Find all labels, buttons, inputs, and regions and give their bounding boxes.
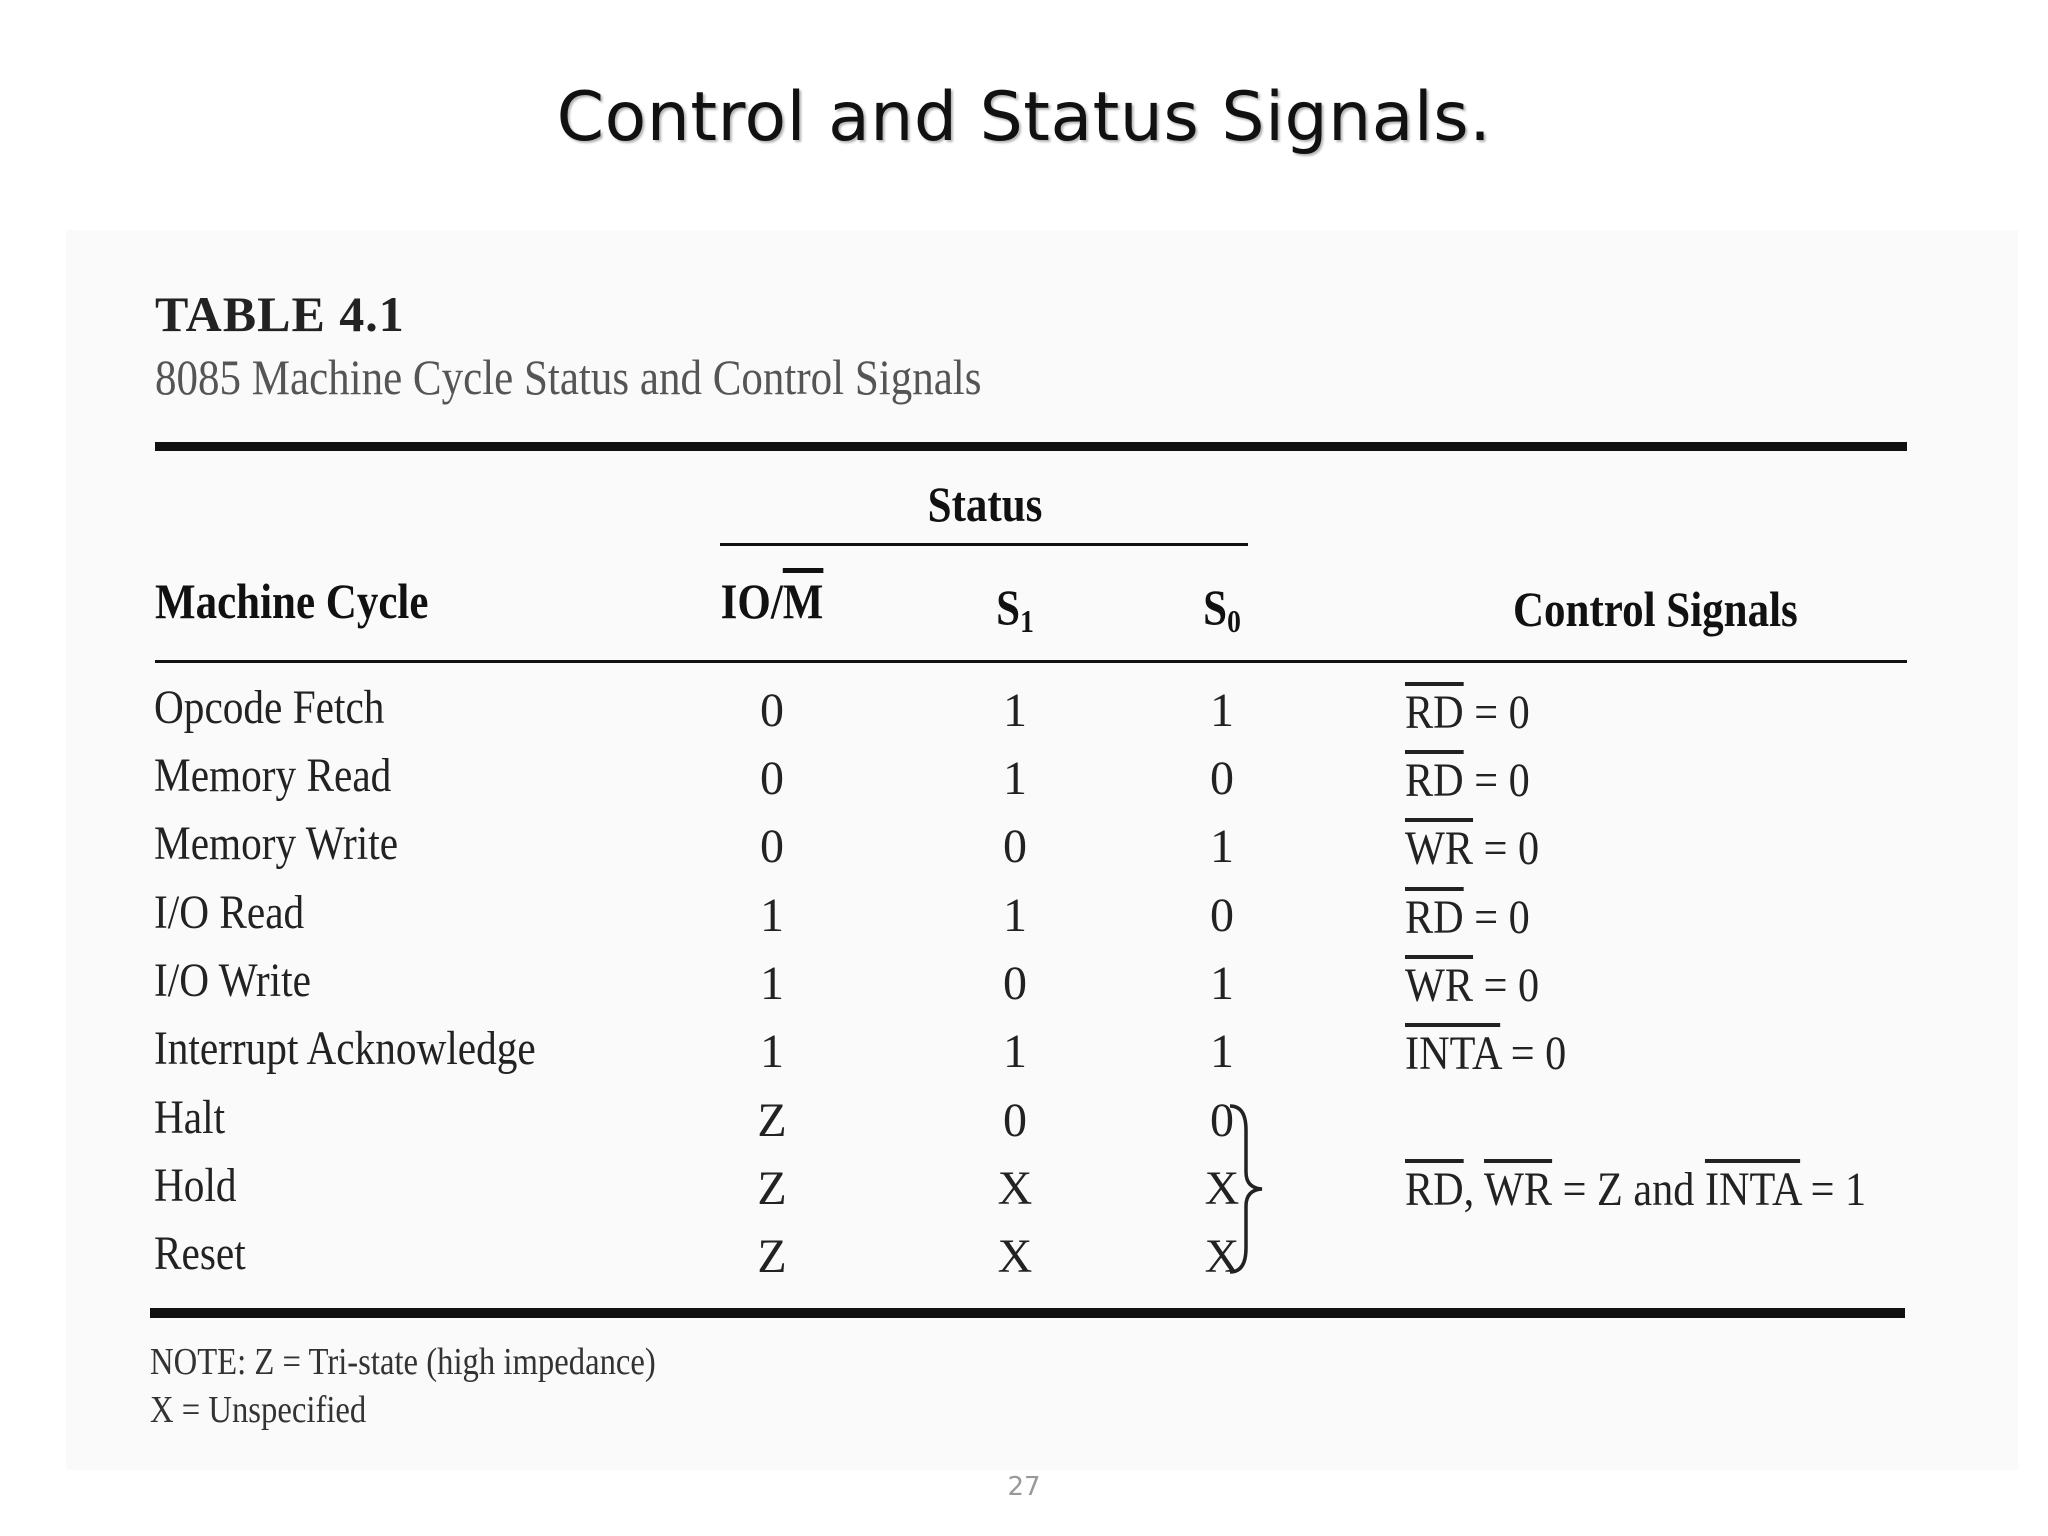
row-interrupt-ack-cycle: Interrupt Acknowledge bbox=[154, 1022, 536, 1075]
header-s1 bbox=[996, 578, 1034, 640]
row-hold-cycle: Hold bbox=[154, 1159, 237, 1212]
table-label: TABLE 4.1 bbox=[155, 286, 405, 342]
row-io-read-io-m: 1 bbox=[760, 889, 784, 942]
row-interrupt-ack-control-value: = 0 bbox=[1500, 1027, 1567, 1080]
grouped-control-wr: $\overline{WR}$ bbox=[1484, 1163, 1553, 1216]
row-opcode-fetch-io-m: 0 bbox=[760, 684, 784, 737]
note-unspecified: X = Unspecified bbox=[150, 1389, 367, 1431]
grouped-control-inta: INTA bbox=[1704, 1163, 1801, 1216]
row-io-read-control bbox=[1405, 890, 1530, 945]
row-opcode-fetch-s0: 1 bbox=[1210, 684, 1234, 737]
row-memory-write-control-value: = 0 bbox=[1473, 822, 1540, 875]
row-halt-s0: 0 bbox=[1210, 1094, 1234, 1147]
grouped-control-mid: = Z and bbox=[1552, 1163, 1705, 1216]
header-s0-sub: 0 bbox=[1227, 603, 1241, 639]
header-s0-text: S bbox=[1203, 579, 1228, 635]
row-io-read-s0: 0 bbox=[1210, 889, 1234, 942]
row-io-write-control-bar: $\overline{WR}$ bbox=[1405, 959, 1474, 1012]
row-memory-read-control bbox=[1405, 753, 1530, 808]
row-io-write-s1: 0 bbox=[1003, 957, 1027, 1010]
row-interrupt-ack-control bbox=[1405, 1026, 1566, 1081]
row-io-write-io-m: 1 bbox=[760, 957, 784, 1010]
header-io-m bbox=[721, 572, 824, 630]
grouped-control-signals bbox=[1405, 1162, 1866, 1217]
row-memory-read-control-bar: $\overline{RD}$ bbox=[1405, 754, 1464, 807]
row-opcode-fetch-control-value: = 0 bbox=[1463, 686, 1530, 739]
row-memory-write-s1: 0 bbox=[1003, 820, 1027, 873]
grouped-control-sep: , bbox=[1463, 1163, 1485, 1216]
row-halt-s1: 0 bbox=[1003, 1094, 1027, 1147]
row-opcode-fetch-s1: 1 bbox=[1003, 684, 1027, 737]
status-group-header: Status bbox=[927, 476, 1043, 532]
row-halt-io-m: Z bbox=[757, 1094, 787, 1147]
bottom-rule bbox=[150, 1308, 1905, 1318]
row-memory-write-control-bar: $\overline{WR}$ bbox=[1405, 822, 1474, 875]
header-machine-cycle: Machine Cycle bbox=[155, 573, 429, 629]
row-io-write-control bbox=[1405, 958, 1539, 1013]
row-interrupt-ack-s1: 1 bbox=[1003, 1025, 1027, 1078]
note-tristate: NOTE: Z = Tri-state (high impedance) bbox=[150, 1341, 656, 1383]
row-hold-io-m: Z bbox=[757, 1162, 787, 1215]
grouping-brace bbox=[1222, 1100, 1274, 1278]
status-underline bbox=[720, 543, 1248, 546]
row-io-read-cycle: I/O Read bbox=[154, 886, 305, 939]
grouped-control-end: = 1 bbox=[1800, 1163, 1867, 1216]
row-opcode-fetch-cycle: Opcode Fetch bbox=[154, 681, 385, 734]
row-hold-s0: X bbox=[1204, 1162, 1240, 1215]
row-memory-write-io-m: 0 bbox=[760, 820, 784, 873]
row-halt-cycle: Halt bbox=[154, 1091, 226, 1144]
row-io-write-control-value: = 0 bbox=[1473, 959, 1540, 1012]
row-memory-read-io-m: 0 bbox=[760, 752, 784, 805]
row-memory-read-control-value: = 0 bbox=[1463, 754, 1530, 807]
header-io-m-text: IO/ bbox=[720, 573, 783, 629]
row-io-write-s0: 1 bbox=[1210, 957, 1234, 1010]
table-caption: 8085 Machine Cycle Status and Control Signals bbox=[155, 349, 982, 405]
row-io-read-control-value: = 0 bbox=[1463, 891, 1530, 944]
slide-title: Control and Status Signals. bbox=[556, 78, 1492, 157]
row-io-read-s1: 1 bbox=[1003, 889, 1027, 942]
row-io-write-cycle: I/O Write bbox=[154, 954, 311, 1007]
row-memory-read-cycle: Memory Read bbox=[154, 749, 392, 802]
header-s0 bbox=[1203, 578, 1241, 640]
top-rule bbox=[155, 442, 1907, 451]
row-opcode-fetch-control bbox=[1405, 685, 1530, 740]
row-reset-io-m: Z bbox=[757, 1230, 787, 1283]
row-hold-s1: X bbox=[997, 1162, 1033, 1215]
grouped-control-rd: $\overline{RD}$ bbox=[1405, 1163, 1464, 1216]
row-reset-s1: X bbox=[997, 1230, 1033, 1283]
row-io-read-control-bar: $\overline{RD}$ bbox=[1405, 891, 1464, 944]
row-interrupt-ack-s0: 1 bbox=[1210, 1025, 1234, 1078]
header-s1-sub: 1 bbox=[1020, 603, 1034, 639]
row-interrupt-ack-control-bar: INTA bbox=[1405, 1027, 1501, 1080]
header-rule bbox=[155, 660, 1907, 663]
page-number: 27 bbox=[1007, 1472, 1041, 1502]
header-io-m-bar: $\overline{M}$ bbox=[782, 573, 824, 629]
row-reset-cycle: Reset bbox=[154, 1227, 246, 1280]
row-memory-write-s0: 1 bbox=[1210, 820, 1234, 873]
header-s1-text: S bbox=[996, 579, 1021, 635]
header-control-signals: Control Signals bbox=[1513, 581, 1798, 637]
row-memory-write-cycle: Memory Write bbox=[154, 817, 399, 870]
row-memory-write-control bbox=[1405, 821, 1539, 876]
row-opcode-fetch-control-bar: $\overline{RD}$ bbox=[1405, 686, 1464, 739]
row-reset-s0: X bbox=[1204, 1230, 1240, 1283]
row-memory-read-s1: 1 bbox=[1003, 752, 1027, 805]
row-interrupt-ack-io-m: 1 bbox=[760, 1025, 784, 1078]
row-memory-read-s0: 0 bbox=[1210, 752, 1234, 805]
